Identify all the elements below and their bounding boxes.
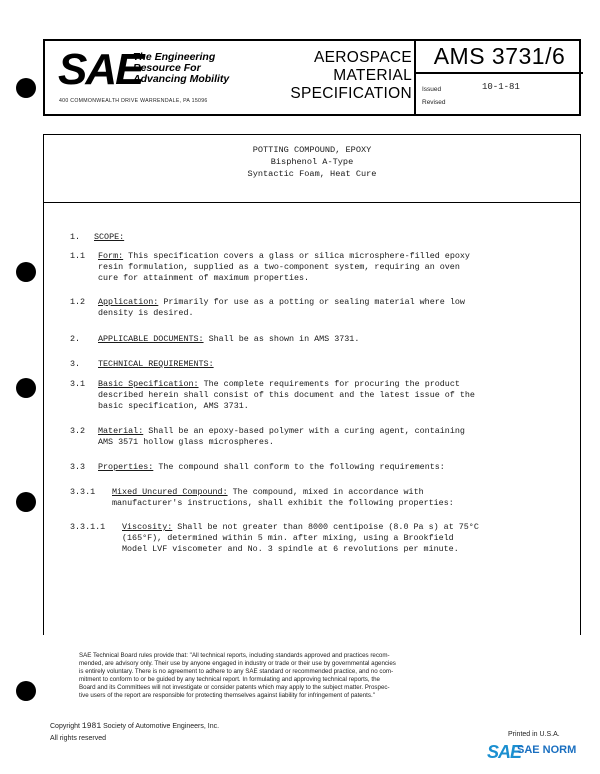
- tagline-line: Advancing Mobility: [133, 73, 230, 85]
- section-heading: APPLICABLE DOCUMENTS:: [98, 334, 204, 344]
- section-text: (165°F), determined within 5 min. after mixing, using a Brookfield: [122, 533, 454, 543]
- notice-line: tive users of the report are responsible for protecting themselves against liability for infringement of patents.": [79, 692, 375, 699]
- section-number: 3.1: [70, 379, 86, 389]
- sae-logo-area: [45, 41, 278, 114]
- watermark-text: SAE NORM: [517, 744, 577, 756]
- issued-date: 10-1-81: [482, 82, 520, 92]
- section-2: [70, 334, 359, 345]
- section-heading: Properties:: [98, 462, 154, 472]
- section-heading: Basic Specification:: [98, 379, 199, 389]
- document-header: [43, 39, 581, 116]
- section-3-2: [70, 426, 465, 448]
- copyright-year: 1981: [81, 722, 102, 731]
- copyright-notice: [50, 722, 219, 731]
- section-text: The compound shall conform to the following requirements:: [158, 462, 445, 472]
- section-1-2: [70, 297, 465, 319]
- section-number: 2.: [70, 334, 81, 344]
- section-text: Shall be an epoxy-based polymer with a curing agent, containing: [148, 426, 465, 436]
- section-text: Primarily for use as a potting or sealing material where low: [163, 297, 465, 307]
- spec-title: [282, 49, 412, 103]
- title-line: POTTING COMPOUND, EPOXY: [252, 145, 372, 155]
- section-heading: Viscosity:: [122, 522, 173, 532]
- section-1: [70, 232, 124, 243]
- section-text: This specification covers a glass or silica microsphere-filled epoxy: [128, 251, 470, 261]
- section-text: basic specification, AMS 3731.: [98, 401, 249, 411]
- title-line: Bisphenol A-Type: [270, 157, 354, 167]
- notice-line: mitment to conform to or be guided by any technical report. In formulating and approving technical reports, the: [79, 676, 380, 683]
- rights-reserved: All rights reserved: [50, 735, 107, 742]
- document-title-box: [43, 134, 581, 203]
- watermark-logo: SAE: [487, 742, 522, 762]
- section-3-1: [70, 379, 475, 412]
- section-heading: Application:: [98, 297, 159, 307]
- copyright-prefix: Copyright: [50, 723, 80, 730]
- section-number: 3.: [70, 359, 81, 369]
- section-3-3-1: [70, 487, 454, 509]
- notice-line: is entirely voluntary. There is no agreement to adhere to any SAE standard or recommended practice, and no com-: [79, 668, 394, 675]
- binder-hole: [16, 378, 36, 398]
- sae-norm-watermark: [487, 740, 597, 770]
- section-text: manufacturer's instructions, shall exhibit the following properties:: [112, 498, 454, 508]
- document-title: [44, 144, 580, 180]
- section-number: 3.3.1: [70, 487, 96, 497]
- issued-label: Issued: [422, 86, 442, 93]
- binder-hole: [16, 262, 36, 282]
- section-3-3-1-1: [70, 522, 479, 555]
- sae-logo: SAE: [58, 45, 143, 94]
- section-text: resin formulation, supplied as a two-component system, requiring an oven: [98, 262, 460, 272]
- spec-title-line: SPECIFICATION: [290, 85, 412, 102]
- section-number: 3.3: [70, 462, 86, 472]
- section-heading: Material:: [98, 426, 144, 436]
- section-text: Shall be as shown in AMS 3731.: [208, 334, 360, 344]
- section-number: 1.: [70, 232, 81, 242]
- notice-line: mended, are advisory only. Their use by anyone engaged in industry or trade or their use by governmental agencies: [79, 660, 396, 667]
- tagline-line: Resource For: [133, 62, 201, 74]
- sae-address: 400 COMMONWEALTH DRIVE WARRENDALE, PA 15096: [59, 98, 208, 104]
- section-text: Shall be not greater than 8000 centipoise (8.0 Pa s) at 75°C: [177, 522, 479, 532]
- section-number: 1.1: [70, 251, 86, 261]
- section-number: 1.2: [70, 297, 86, 307]
- section-heading: Form:: [98, 251, 124, 261]
- section-heading: Mixed Uncured Compound:: [112, 487, 228, 497]
- section-text: density is desired.: [98, 308, 194, 318]
- tagline-line: The Engineering: [133, 51, 216, 63]
- section-text: The complete requirements for procuring the product: [203, 379, 460, 389]
- section-text: cure for attainment of maximum properties.: [98, 273, 310, 283]
- copyright-holder: Society of Automotive Engineers, Inc.: [103, 723, 220, 730]
- title-line: Syntactic Foam, Heat Cure: [247, 169, 377, 179]
- binder-hole: [16, 78, 36, 98]
- spec-title-line: MATERIAL: [333, 67, 412, 84]
- section-3: [70, 359, 214, 370]
- section-number: 3.3.1.1: [70, 522, 106, 532]
- section-text: AMS 3571 hollow glass microspheres.: [98, 437, 274, 447]
- section-number: 3.2: [70, 426, 86, 436]
- section-3-3: [70, 462, 445, 473]
- section-text: described herein shall consist of this document and the latest issue of the: [98, 390, 475, 400]
- ams-number: AMS 3731/6: [416, 39, 583, 74]
- section-1-1: [70, 251, 470, 284]
- binder-hole: [16, 492, 36, 512]
- spec-title-line: AEROSPACE: [313, 49, 412, 66]
- sae-tagline: [133, 52, 229, 85]
- ams-number-box: [414, 39, 583, 116]
- technical-board-notice: [79, 652, 551, 700]
- section-heading: TECHNICAL REQUIREMENTS:: [98, 359, 214, 369]
- section-text: The compound, mixed in accordance with: [232, 487, 424, 497]
- revised-label: Revised: [422, 99, 446, 106]
- section-heading: SCOPE:: [94, 232, 125, 242]
- printed-in: Printed in U.S.A.: [508, 731, 560, 738]
- binder-hole: [16, 681, 36, 701]
- notice-line: Board and its Committees will not investigate or consider patents which may apply to the subject matter. Prospec-: [79, 684, 390, 691]
- section-text: Model LVF viscometer and No. 3 spindle at 6 revolutions per minute.: [122, 544, 459, 554]
- notice-line: SAE Technical Board rules provide that: "All technical reports, including standards approved and practices recom-: [79, 652, 390, 659]
